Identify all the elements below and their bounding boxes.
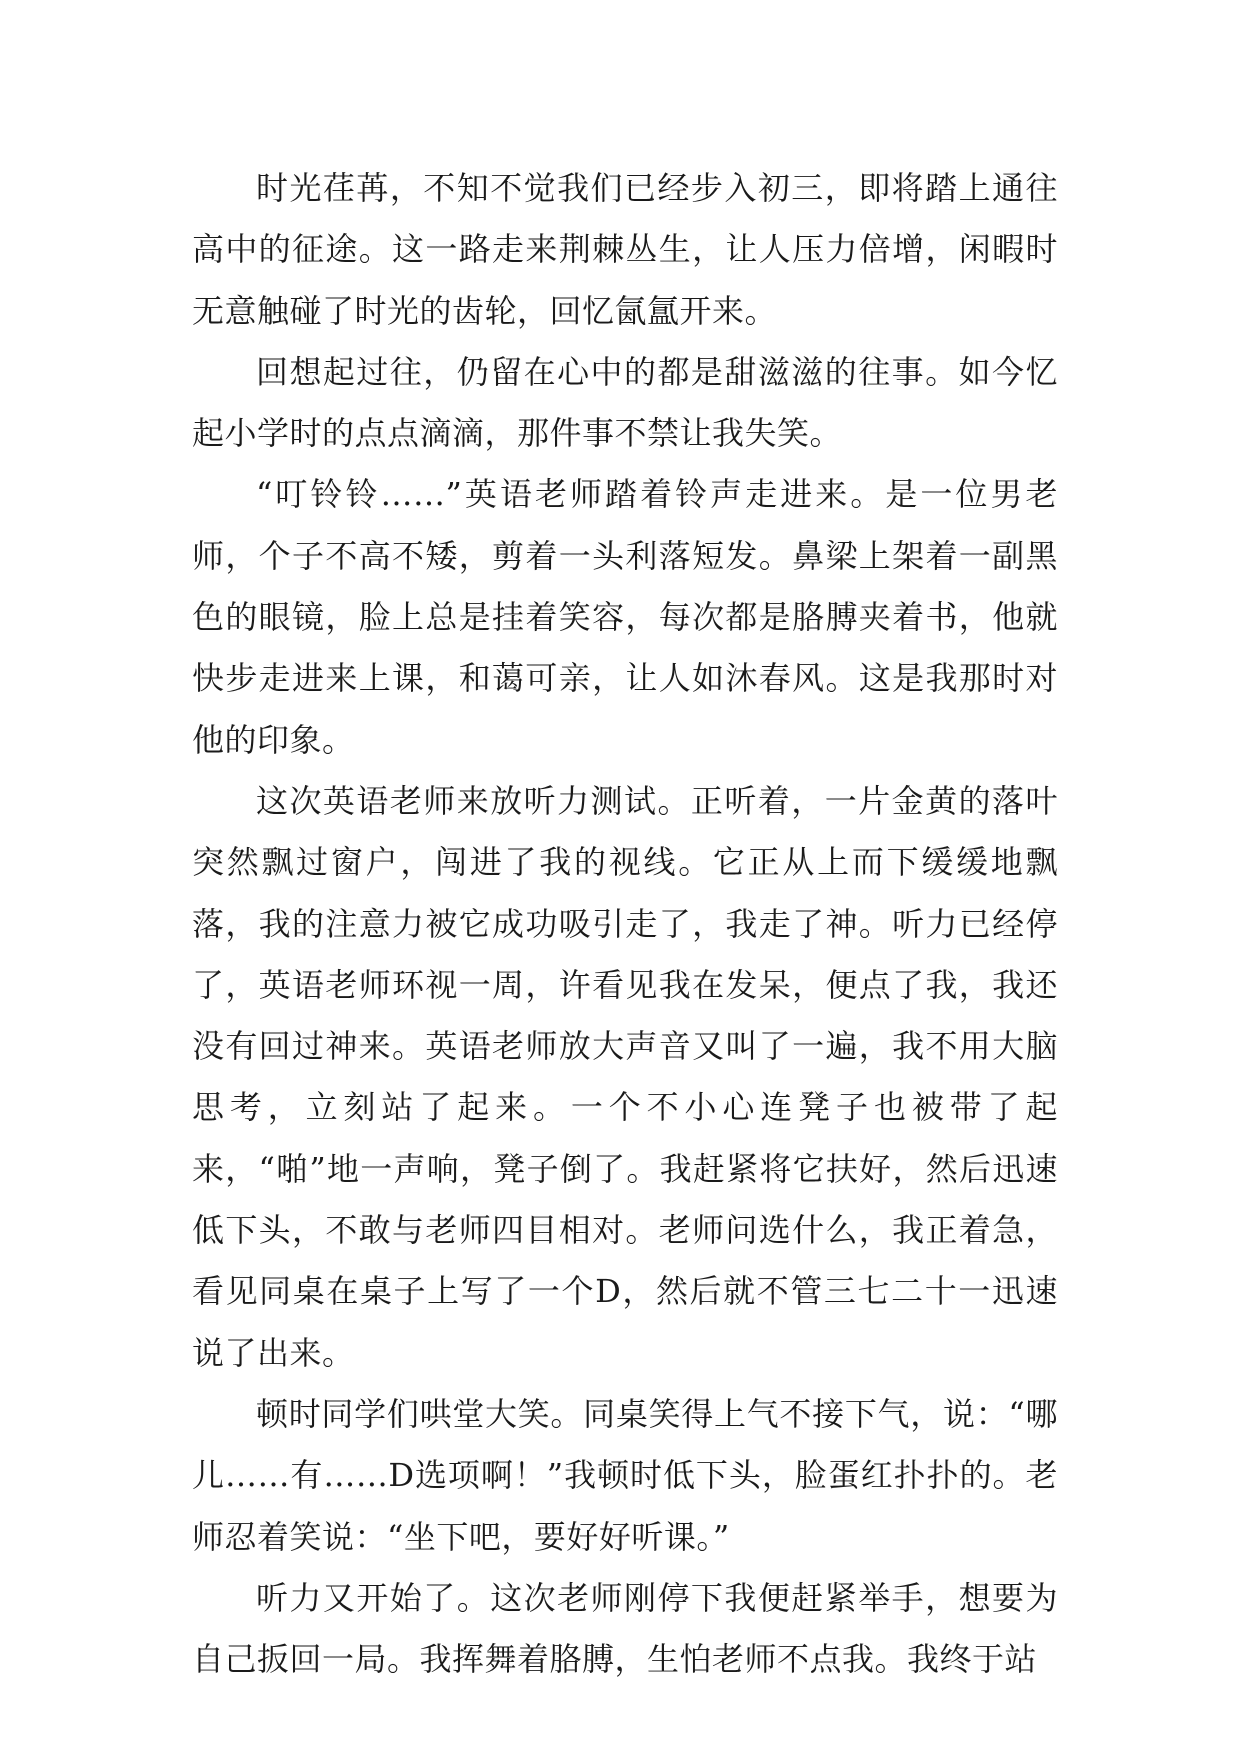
paragraph-2: 回想起过往，仍留在心中的都是甜滋滋的往事。如今忆起小学时的点点滴滴，那件事不禁让我失笑。 [192,352,1058,453]
paragraph-4: 这次英语老师来放听力测试。正听着，一片金黄的落叶突然飘过窗户，闯进了我的视线。它正从上而下缓缓地飘落，我的注意力被它成功吸引走了，我走了神。听力已经停了，英语老师环视一周，许看见我在发呆，便点了我，我还没有回过神来。英语老师放大声音又叫了一遍，我不用大脑思考，立刻站了起来。一个不小心连凳子也被带了起来，“啪”地一声响，凳子倒了。我赶紧将它扶好，然后迅速低下头，不敢与老师四目相对。老师问选什么，我正着急，看见同桌在桌子上写了一个D，然后就不管三七二十一迅速说了出来。 [192,781,1058,1372]
paragraph-5: 顿时同学们哄堂大笑。同桌笑得上气不接下气，说：“哪儿……有……D选项啊！”我顿时低下头，脸蛋红扑扑的。老师忍着笑说：“坐下吧，要好好听课。” [192,1394,1058,1556]
essay-body [192,158,1058,1690]
paragraph-1: 时光荏苒，不知不觉我们已经步入初三，即将踏上通往高中的征途。这一路走来荆棘丛生，让人压力倍增，闲暇时无意触碰了时光的齿轮，回忆氤氲开来。 [192,169,1058,330]
paragraph-3: “叮铃铃……”英语老师踏着铃声走进来。是一位男老师，个子不高不矮，剪着一头利落短发。鼻梁上架着一副黑色的眼镜，脸上总是挂着笑容，每次都是胳膊夹着书，他就快步走进来上课，和蔼可亲，让人如沐春风。这是我那时对他的印象。 [192,475,1058,759]
paragraph-6: 听力又开始了。这次老师刚停下我便赶紧举手，想要为自己扳回一局。我挥舞着胳膊，生怕老师不点我。我终于站 [192,1578,1058,1679]
